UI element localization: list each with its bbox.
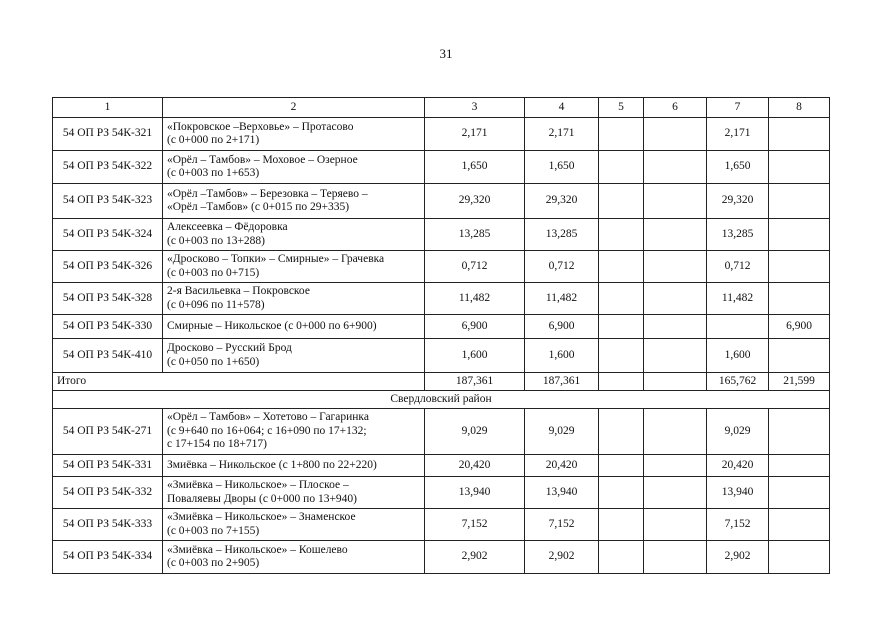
road-name: [163, 541, 425, 574]
road-code: 54 ОП РЗ 54К-410: [53, 339, 163, 373]
table-row: [53, 151, 830, 184]
value-col-6: [644, 184, 707, 219]
value-col-5: [599, 455, 644, 477]
value-col-3: 2,171: [425, 118, 525, 151]
value-col-6: [644, 315, 707, 339]
road-name-line: (с 0+003 по 0+715): [167, 266, 260, 279]
value-col-8: [769, 477, 830, 509]
value-col-7: 20,420: [707, 455, 769, 477]
value-col-5: [599, 219, 644, 251]
value-col-3: 29,320: [425, 184, 525, 219]
road-code: 54 ОП РЗ 54К-271: [53, 409, 163, 455]
road-name: [163, 477, 425, 509]
value-col-5: [599, 315, 644, 339]
road-name-line: (с 0+000 по 2+171): [167, 134, 260, 146]
value-col-3: 13,940: [425, 477, 525, 509]
value-col-6: [644, 118, 707, 151]
road-name: [163, 251, 425, 283]
value-col-3: 13,285: [425, 219, 525, 251]
road-code: 54 ОП РЗ 54К-334: [53, 541, 163, 574]
value-col-8: 6,900: [769, 315, 830, 339]
table-row: [53, 509, 830, 541]
value-col-4: 11,482: [525, 283, 599, 315]
value-col-8: [769, 541, 830, 574]
value-col-4: 2,902: [525, 541, 599, 574]
table-row: [53, 219, 830, 251]
road-name-line: «Покровское –Верховье» – Протасово: [167, 120, 354, 133]
value-col-6: [644, 151, 707, 184]
value-col-8: [769, 283, 830, 315]
page-number: 31: [439, 46, 453, 61]
road-name: [163, 339, 425, 373]
district-row: [53, 391, 830, 409]
value-col-8: [769, 118, 830, 151]
value-col-3: 7,152: [425, 509, 525, 541]
value-col-7: 1,650: [707, 151, 769, 184]
value-col-7: 13,285: [707, 219, 769, 251]
value-col-3: 1,600: [425, 339, 525, 373]
value-col-5: [599, 409, 644, 455]
table-row: [53, 283, 830, 315]
value-col-4: 7,152: [525, 509, 599, 541]
header-cell: 5: [599, 98, 644, 118]
value-col-6: [644, 409, 707, 455]
value-col-4: 6,900: [525, 315, 599, 339]
value-col-5: [599, 541, 644, 574]
value-col-6: [644, 509, 707, 541]
total-col-5: [599, 373, 644, 391]
road-name-line: (с 0+003 по 2+905): [167, 557, 260, 569]
road-code: 54 ОП РЗ 54К-333: [53, 509, 163, 541]
value-col-6: [644, 283, 707, 315]
table-body: [53, 98, 830, 574]
value-col-8: [769, 251, 830, 283]
district-name: Свердловский район: [53, 391, 830, 409]
value-col-5: [599, 184, 644, 219]
roads-table: [52, 97, 830, 574]
value-col-7: 7,152: [707, 509, 769, 541]
road-code: 54 ОП РЗ 54К-321: [53, 118, 163, 151]
value-col-8: [769, 219, 830, 251]
value-col-7: 2,171: [707, 118, 769, 151]
road-name-line: Алексеевка – Фёдоровка: [167, 221, 288, 233]
value-col-8: [769, 184, 830, 219]
total-col-4: 187,361: [525, 373, 599, 391]
road-name: [163, 283, 425, 315]
road-name: [163, 409, 425, 455]
road-name-line: (с 0+003 по 1+653): [167, 167, 260, 179]
value-col-7: 13,940: [707, 477, 769, 509]
value-col-7: 9,029: [707, 409, 769, 455]
header-cell: 8: [769, 98, 830, 118]
value-col-3: 11,482: [425, 283, 525, 315]
road-name-line: (с 0+050 по 1+650): [167, 355, 260, 368]
table-row: [53, 184, 830, 219]
road-name: [163, 151, 425, 184]
road-name-line: Смирные – Никольское (с 0+000 по 6+900): [167, 319, 377, 332]
road-name-line: (с 0+096 по 11+578): [167, 298, 265, 311]
road-name-line: (с 9+640 по 16+064; с 16+090 по 17+132;: [167, 424, 367, 437]
value-col-3: 0,712: [425, 251, 525, 283]
header-cell: 1: [53, 98, 163, 118]
value-col-6: [644, 219, 707, 251]
value-col-5: [599, 339, 644, 373]
road-code: 54 ОП РЗ 54К-328: [53, 283, 163, 315]
header-cell: 3: [425, 98, 525, 118]
road-code: 54 ОП РЗ 54К-324: [53, 219, 163, 251]
table-row: [53, 409, 830, 455]
value-col-6: [644, 251, 707, 283]
table-row: [53, 541, 830, 574]
value-col-4: 29,320: [525, 184, 599, 219]
value-col-8: [769, 409, 830, 455]
header-cell: 4: [525, 98, 599, 118]
value-col-5: [599, 118, 644, 151]
value-col-3: 20,420: [425, 455, 525, 477]
road-name-line: «Орёл –Тамбов» – Березовка – Теряево –: [167, 187, 368, 200]
value-col-5: [599, 477, 644, 509]
road-name: [163, 509, 425, 541]
road-code: 54 ОП РЗ 54К-330: [53, 315, 163, 339]
header-row: [53, 98, 830, 118]
header-cell: 6: [644, 98, 707, 118]
value-col-3: 2,902: [425, 541, 525, 574]
road-name-line: (с 0+003 по 13+288): [167, 234, 266, 247]
value-col-5: [599, 251, 644, 283]
total-col-3: 187,361: [425, 373, 525, 391]
total-col-8: 21,599: [769, 373, 830, 391]
value-col-6: [644, 455, 707, 477]
total-col-6: [644, 373, 707, 391]
value-col-5: [599, 283, 644, 315]
road-name-line: «Орёл – Тамбов» – Моховое – Озерное: [167, 153, 358, 166]
road-name-line: «Дросково – Топки» – Смирные» – Грачевка: [167, 253, 385, 265]
table-row: [53, 315, 830, 339]
value-col-3: 1,650: [425, 151, 525, 184]
value-col-6: [644, 541, 707, 574]
value-col-4: 1,600: [525, 339, 599, 373]
value-col-7: 0,712: [707, 251, 769, 283]
value-col-8: [769, 509, 830, 541]
total-row: [53, 373, 830, 391]
value-col-4: 0,712: [525, 251, 599, 283]
road-name-line: с 17+154 по 18+717): [167, 438, 267, 451]
table-row: [53, 251, 830, 283]
road-name-line: Поваляевы Дворы (с 0+000 по 13+940): [167, 492, 358, 505]
value-col-8: [769, 339, 830, 373]
header-cell: 7: [707, 98, 769, 118]
header-cell: 2: [163, 98, 425, 118]
road-code: 54 ОП РЗ 54К-331: [53, 455, 163, 477]
table-row: [53, 455, 830, 477]
value-col-7: 1,600: [707, 339, 769, 373]
table-row: [53, 118, 830, 151]
road-name: [163, 184, 425, 219]
road-name-line: «Змиёвка – Никольское» – Знаменское: [167, 511, 356, 523]
total-label: Итого: [53, 373, 425, 391]
value-col-3: 9,029: [425, 409, 525, 455]
value-col-7: 11,482: [707, 283, 769, 315]
value-col-6: [644, 339, 707, 373]
value-col-7: 2,902: [707, 541, 769, 574]
table-row: [53, 339, 830, 373]
road-name-line: (с 0+003 по 7+155): [167, 524, 260, 537]
table-row: [53, 477, 830, 509]
value-col-4: 9,029: [525, 409, 599, 455]
road-code: 54 ОП РЗ 54К-326: [53, 251, 163, 283]
value-col-4: 13,285: [525, 219, 599, 251]
value-col-6: [644, 477, 707, 509]
road-code: 54 ОП РЗ 54К-332: [53, 477, 163, 509]
value-col-3: 6,900: [425, 315, 525, 339]
road-name-line: «Орёл –Тамбов» (с 0+015 по 29+335): [167, 201, 350, 213]
value-col-7: [707, 315, 769, 339]
road-name-line: Дросково – Русский Брод: [167, 342, 292, 354]
road-name: [163, 315, 425, 339]
value-col-5: [599, 509, 644, 541]
road-code: 54 ОП РЗ 54К-322: [53, 151, 163, 184]
road-name-line: «Змиёвка – Никольское» – Плоское –: [167, 479, 349, 491]
value-col-4: 1,650: [525, 151, 599, 184]
road-name-line: 2-я Васильевка – Покровское: [167, 285, 310, 297]
road-code: 54 ОП РЗ 54К-323: [53, 184, 163, 219]
road-name-line: «Орёл – Тамбов» – Хотетово – Гагаринка: [167, 411, 369, 424]
value-col-8: [769, 455, 830, 477]
value-col-7: 29,320: [707, 184, 769, 219]
value-col-4: 13,940: [525, 477, 599, 509]
road-name: [163, 219, 425, 251]
road-name-line: Змиёвка – Никольское (с 1+800 по 22+220): [167, 458, 377, 471]
total-col-7: 165,762: [707, 373, 769, 391]
value-col-4: 2,171: [525, 118, 599, 151]
road-name: [163, 118, 425, 151]
value-col-8: [769, 151, 830, 184]
value-col-5: [599, 151, 644, 184]
road-name: [163, 455, 425, 477]
road-name-line: «Змиёвка – Никольское» – Кошелево: [167, 543, 348, 556]
value-col-4: 20,420: [525, 455, 599, 477]
